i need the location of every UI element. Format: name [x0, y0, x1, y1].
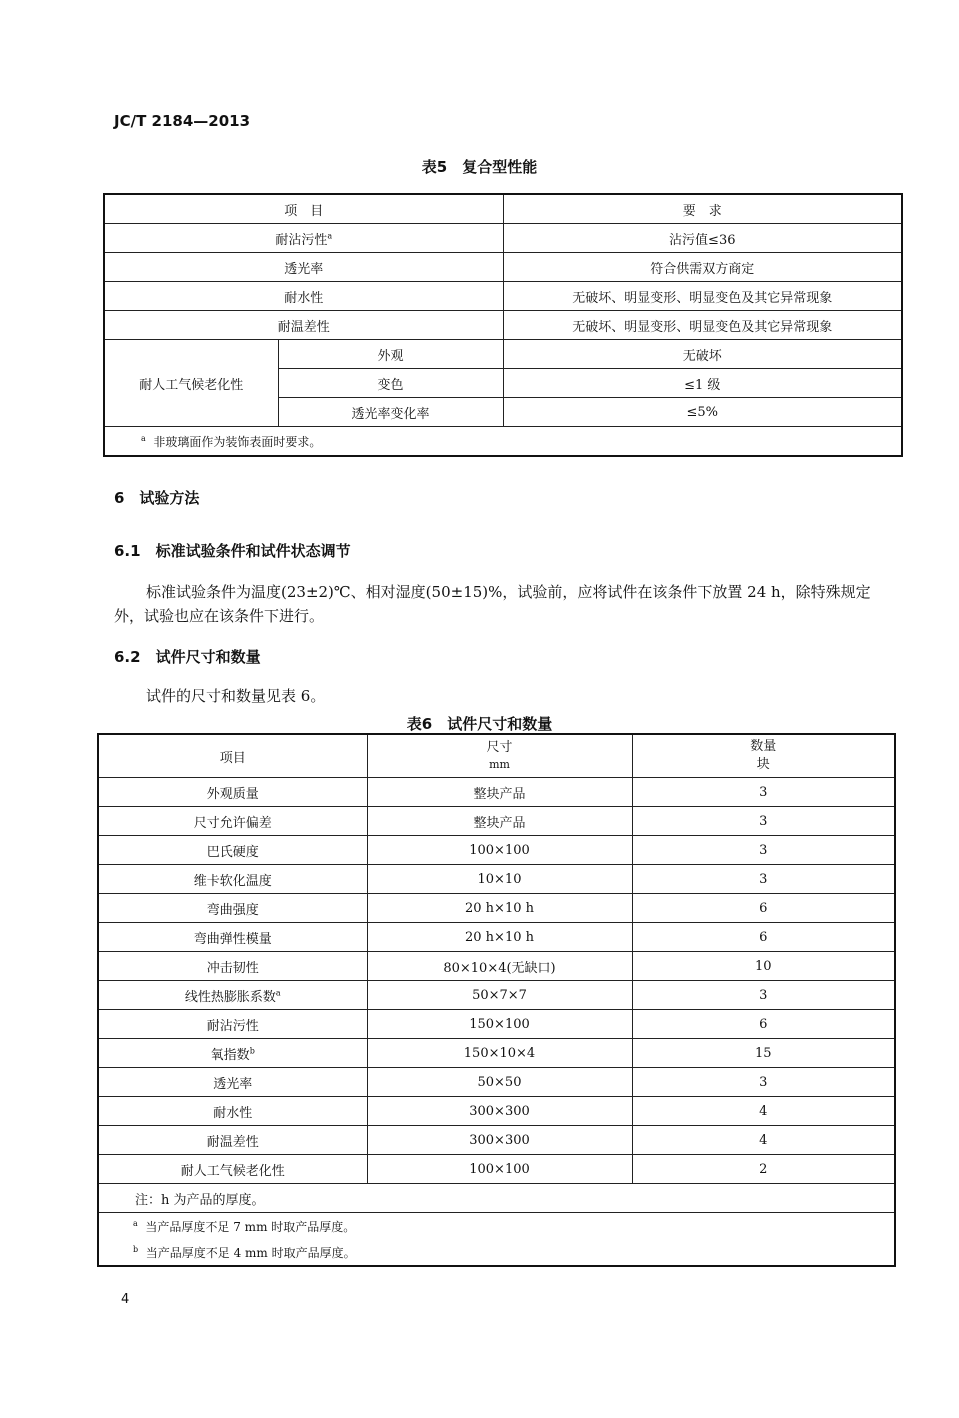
table-row	[98, 952, 895, 981]
cell-sub: 外观	[278, 340, 503, 369]
page-number: 4	[121, 1292, 130, 1307]
table-row	[98, 1097, 895, 1126]
col-header-item: 项 目	[104, 194, 503, 224]
table-footnote-row	[98, 1239, 895, 1266]
cell-item: 透光率	[98, 1068, 367, 1097]
table-row	[104, 194, 902, 224]
cell-qty: 15	[632, 1039, 895, 1068]
cell-item: 透光率	[104, 253, 503, 282]
col-header-qty: 数量 块	[632, 734, 895, 778]
cell-size: 20 h×10 h	[367, 923, 632, 952]
table5	[103, 193, 903, 457]
col-header-size: 尺寸 mm	[367, 734, 632, 778]
cell-size: 10×10	[367, 865, 632, 894]
cell-qty: 3	[632, 836, 895, 865]
table-row	[98, 1039, 895, 1068]
cell-qty: 3	[632, 981, 895, 1010]
table-row	[98, 1126, 895, 1155]
cell-item: 线性热膨胀系数$^a$	[98, 981, 367, 1010]
table-row	[98, 807, 895, 836]
table-row	[98, 1068, 895, 1097]
cell-item: 耐温差性	[98, 1126, 367, 1155]
cell-size: 20 h×10 h	[367, 894, 632, 923]
cell-size: 50×7×7	[367, 981, 632, 1010]
table-row	[98, 1155, 895, 1184]
cell-qty: 2	[632, 1155, 895, 1184]
cell-qty: 6	[632, 894, 895, 923]
table6	[97, 733, 896, 1267]
section-6-2-text: 试件的尺寸和数量见表 6。	[146, 687, 326, 705]
table-row	[104, 282, 902, 311]
table-row	[104, 224, 902, 253]
cell-item: 外观质量	[98, 778, 367, 807]
cell-item: 维卡软化温度	[98, 865, 367, 894]
table-row	[98, 778, 895, 807]
table5-footnote: $^a$ 非玻璃面作为装饰表面时要求。	[104, 427, 902, 457]
cell-item: 巴氏硬度	[98, 836, 367, 865]
table-row	[98, 865, 895, 894]
cell-size: 100×100	[367, 836, 632, 865]
cell-sub: 透光率变化率	[278, 398, 503, 427]
cell-item: 冲击韧性	[98, 952, 367, 981]
cell-size: 80×10×4(无缺口)	[367, 952, 632, 981]
cell-sub: 变色	[278, 369, 503, 398]
col-header-req: 要 求	[503, 194, 902, 224]
table6-caption: 表6 试件尺寸和数量	[406, 715, 553, 733]
table-note-row	[98, 1184, 895, 1213]
table6-footnote-a: $^a$ 当产品厚度不足 7 mm 时取产品厚度。	[98, 1213, 895, 1240]
cell-item: 耐人工气候老化性	[98, 1155, 367, 1184]
cell-qty: 4	[632, 1097, 895, 1126]
cell-size: 150×100	[367, 1010, 632, 1039]
section-6-1-text: 标准试验条件为温度(23±2)℃、相对湿度(50±15)%，试验前，应将试件在该条件下放置 24 h，除特殊规定外，试验也应在该条件下进行。	[114, 583, 871, 625]
table-footnote-row	[98, 1213, 895, 1240]
cell-item: 尺寸允许偏差	[98, 807, 367, 836]
cell-req: ≤1 级	[503, 369, 902, 398]
table5-caption: 表5 复合型性能	[421, 158, 538, 176]
section-6-title: 6 试验方法	[114, 489, 200, 507]
table-row	[98, 1010, 895, 1039]
cell-item: 耐沾污性	[98, 1010, 367, 1039]
table-row	[104, 311, 902, 340]
cell-req: ≤5%	[503, 398, 902, 427]
cell-req: 无破坏、明显变形、明显变色及其它异常现象	[503, 282, 902, 311]
cell-size: 100×100	[367, 1155, 632, 1184]
cell-item: 弯曲弹性模量	[98, 923, 367, 952]
cell-qty: 6	[632, 923, 895, 952]
cell-req: 沾污值≤36	[503, 224, 902, 253]
table-row	[98, 981, 895, 1010]
cell-req: 无破坏	[503, 340, 902, 369]
cell-size: 150×10×4	[367, 1039, 632, 1068]
standard-code: JC/T 2184—2013	[114, 112, 251, 130]
cell-size: 300×300	[367, 1126, 632, 1155]
cell-item: 耐沾污性$^a$	[104, 224, 503, 253]
section-6-1-title: 6.1 标准试验条件和试件状态调节	[114, 542, 351, 560]
cell-item: 弯曲强度	[98, 894, 367, 923]
table-header-row	[98, 734, 895, 778]
cell-size: 整块产品	[367, 807, 632, 836]
cell-item: 氧指数$^b$	[98, 1039, 367, 1068]
cell-qty: 3	[632, 778, 895, 807]
table6-note: 注：h 为产品的厚度。	[98, 1184, 895, 1213]
table6-footnote-b: $^b$ 当产品厚度不足 4 mm 时取产品厚度。	[98, 1239, 895, 1266]
cell-item: 耐水性	[98, 1097, 367, 1126]
col-header-item: 项目	[98, 734, 367, 778]
table-footnote-row	[104, 427, 902, 457]
cell-qty: 10	[632, 952, 895, 981]
table-row	[98, 923, 895, 952]
cell-qty: 3	[632, 865, 895, 894]
cell-req: 符合供需双方商定	[503, 253, 902, 282]
cell-qty: 4	[632, 1126, 895, 1155]
cell-qty: 6	[632, 1010, 895, 1039]
table-row	[104, 253, 902, 282]
cell-size: 50×50	[367, 1068, 632, 1097]
cell-size: 整块产品	[367, 778, 632, 807]
table-row	[98, 894, 895, 923]
cell-qty: 3	[632, 1068, 895, 1097]
cell-req: 无破坏、明显变形、明显变色及其它异常现象	[503, 311, 902, 340]
table-row	[104, 340, 902, 369]
cell-size: 300×300	[367, 1097, 632, 1126]
cell-item: 耐温差性	[104, 311, 503, 340]
section-6-2-title: 6.2 试件尺寸和数量	[114, 648, 261, 666]
table-row	[98, 836, 895, 865]
cell-item: 耐水性	[104, 282, 503, 311]
cell-qty: 3	[632, 807, 895, 836]
cell-weathering: 耐人工气候老化性	[104, 340, 278, 427]
